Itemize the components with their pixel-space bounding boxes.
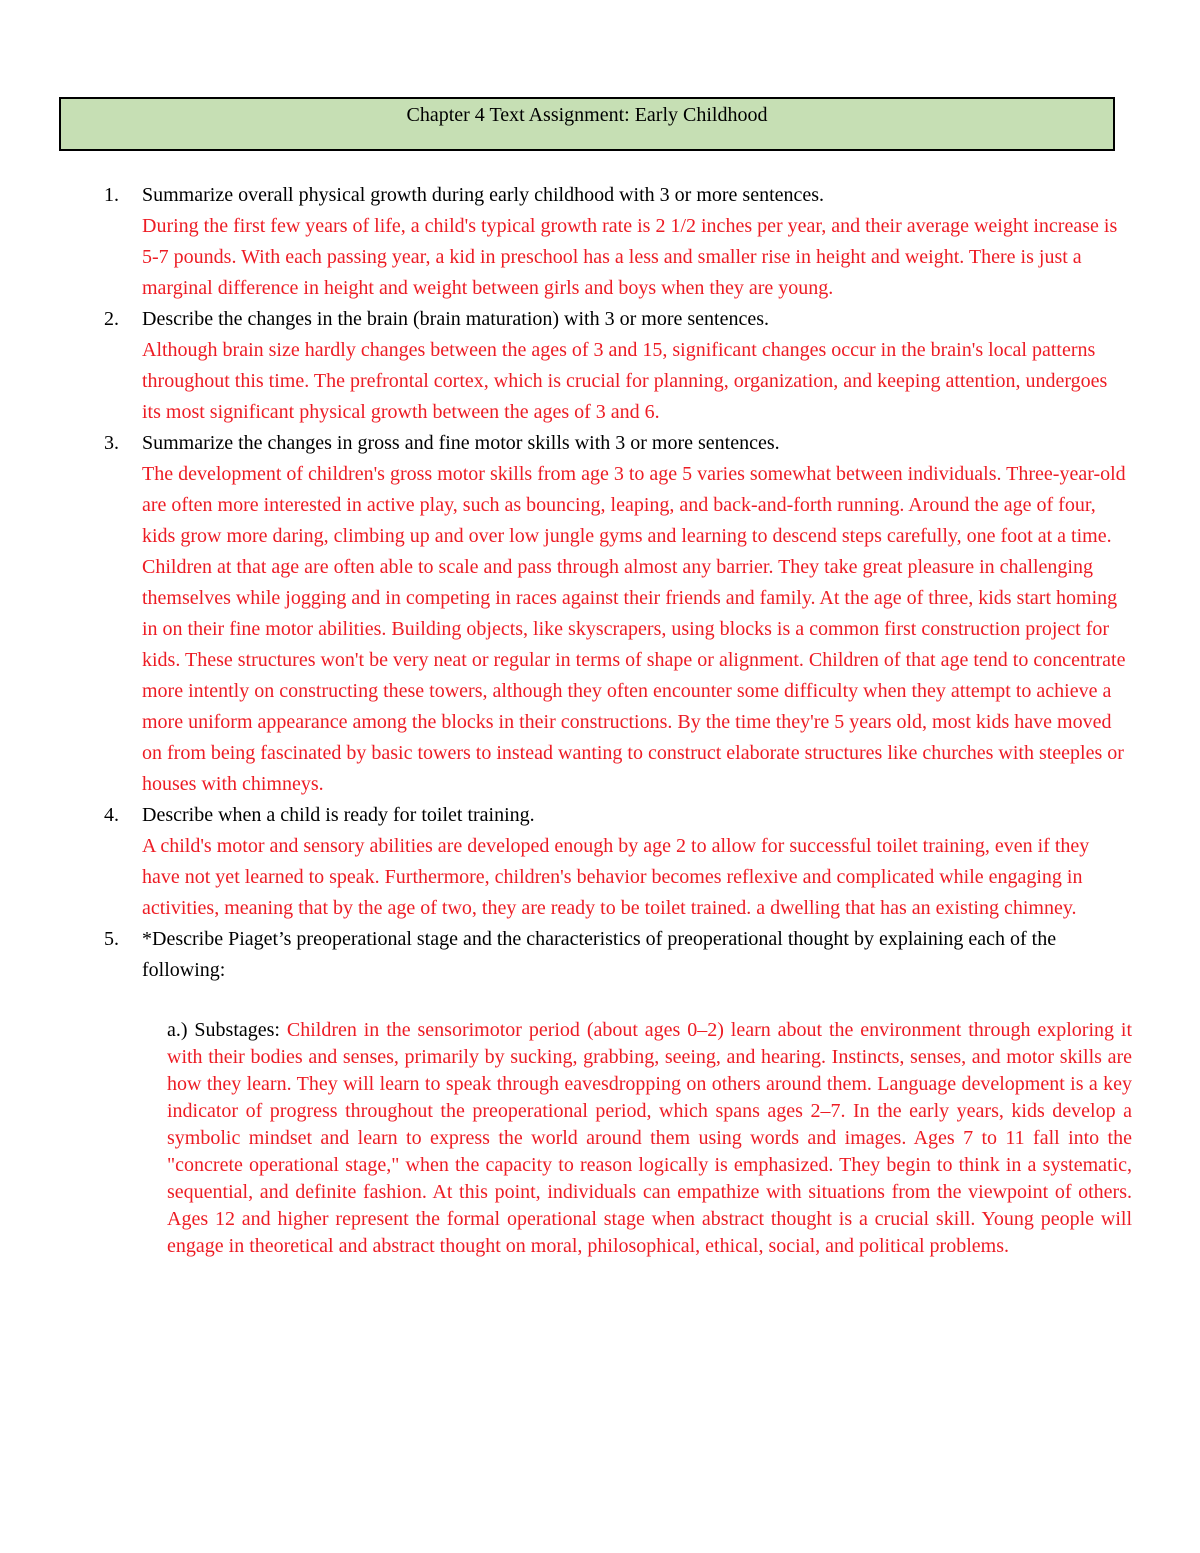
- subitem-label: a.) Substages:: [167, 1019, 287, 1041]
- question-text: Summarize the changes in gross and fine motor skills with 3 or more sentences.: [142, 432, 780, 454]
- question-item-3: [100, 428, 1130, 800]
- question-item-5: [100, 924, 1133, 1260]
- question-item-1: [100, 180, 1130, 304]
- question-item-4: [100, 800, 1130, 924]
- question-list: [100, 180, 1133, 1260]
- subitem-substages: [142, 1017, 1132, 1260]
- question-item-2: [100, 304, 1130, 428]
- answer-text: During the first few years of life, a child's typical growth rate is 2 1/2 inches per year, and their average weight increase is 5-7 pounds. With each passing year, a kid in preschool has a less and smaller rise in height and weight. There is just a marginal difference in height and weight between girls and boys when they are young.: [142, 215, 1118, 299]
- subitem-answer-text: Children in the sensorimotor period (about ages 0–2) learn about the environment through exploring it with their bodies and senses, primarily by sucking, grabbing, seeing, and hearing. Instincts, senses, and motor skills are how they learn. They will learn to speak through eavesdropping on others around them. Language development is a key indicator of progress throughout the preoperational period, which spans ages 2–7. In the early years, kids develop a symbolic mindset and learn to express the world around them using words and images. Ages 7 to 11 fall into the "concrete operational stage," when the capacity to reason logically is emphasized. They begin to think in a systematic, sequential, and definite fashion. At this point, individuals can empathize with situations from the viewpoint of others. Ages 12 and higher represent the formal operational stage when abstract thought is a crucial skill. Young people will engage in theoretical and abstract thought on moral, philosophical, ethical, social, and political problems.: [167, 1019, 1133, 1257]
- question-number: 2.: [104, 308, 119, 330]
- answer-text: A child's motor and sensory abilities are developed enough by age 2 to allow for successful toilet training, even if they have not yet learned to speak. Furthermore, children's behavior becomes reflexive and complicated while engaging in activities, meaning that by the age of two, they are ready to be toilet trained. a dwelling that has an existing chimney.: [142, 835, 1090, 919]
- title-banner: [59, 97, 1115, 151]
- question-number: 1.: [104, 184, 119, 206]
- question-text: Describe when a child is ready for toilet training.: [142, 804, 535, 826]
- answer-text: Although brain size hardly changes between the ages of 3 and 15, significant changes occur in the brain's local patterns throughout this time. The prefrontal cortex, which is crucial for planning, organization, and keeping attention, undergoes its most significant physical growth between the ages of 3 and 6.: [142, 339, 1108, 423]
- question-number: 4.: [104, 804, 119, 826]
- page-title: Chapter 4 Text Assignment: Early Childhood: [406, 104, 768, 126]
- question-text: *Describe Piaget’s preoperational stage and the characteristics of preoperational thought by explaining each of the following:: [142, 928, 1057, 981]
- question-text: Summarize overall physical growth during early childhood with 3 or more sentences.: [142, 184, 825, 206]
- question-number: 5.: [104, 928, 119, 950]
- question-number: 3.: [104, 432, 119, 454]
- answer-text: The development of children's gross motor skills from age 3 to age 5 varies somewhat between individuals. Three-year-old are often more interested in active play, such as bouncing, leaping, and back-and-forth running. Around the age of four, kids grow more daring, climbing up and over low jungle gyms and learning to descend steps carefully, one foot at a time. Children at that age are often able to scale and pass through almost any barrier. They take great pleasure in challenging themselves while jogging and in competing in races against their friends and family. At the age of three, kids start homing in on their fine motor abilities. Building objects, like skyscrapers, using blocks is a common first construction project for kids. These structures won't be very neat or regular in terms of shape or alignment. Children of that age tend to concentrate more intently on constructing these towers, although they often encounter some difficulty when they attempt to achieve a more uniform appearance among the blocks in their constructions. By the time they're 5 years old, most kids have moved on from being fascinated by basic towers to instead wanting to construct elaborate structures like churches with steeples or houses with chimneys.: [142, 463, 1126, 795]
- question-text: Describe the changes in the brain (brain maturation) with 3 or more sentences.: [142, 308, 770, 330]
